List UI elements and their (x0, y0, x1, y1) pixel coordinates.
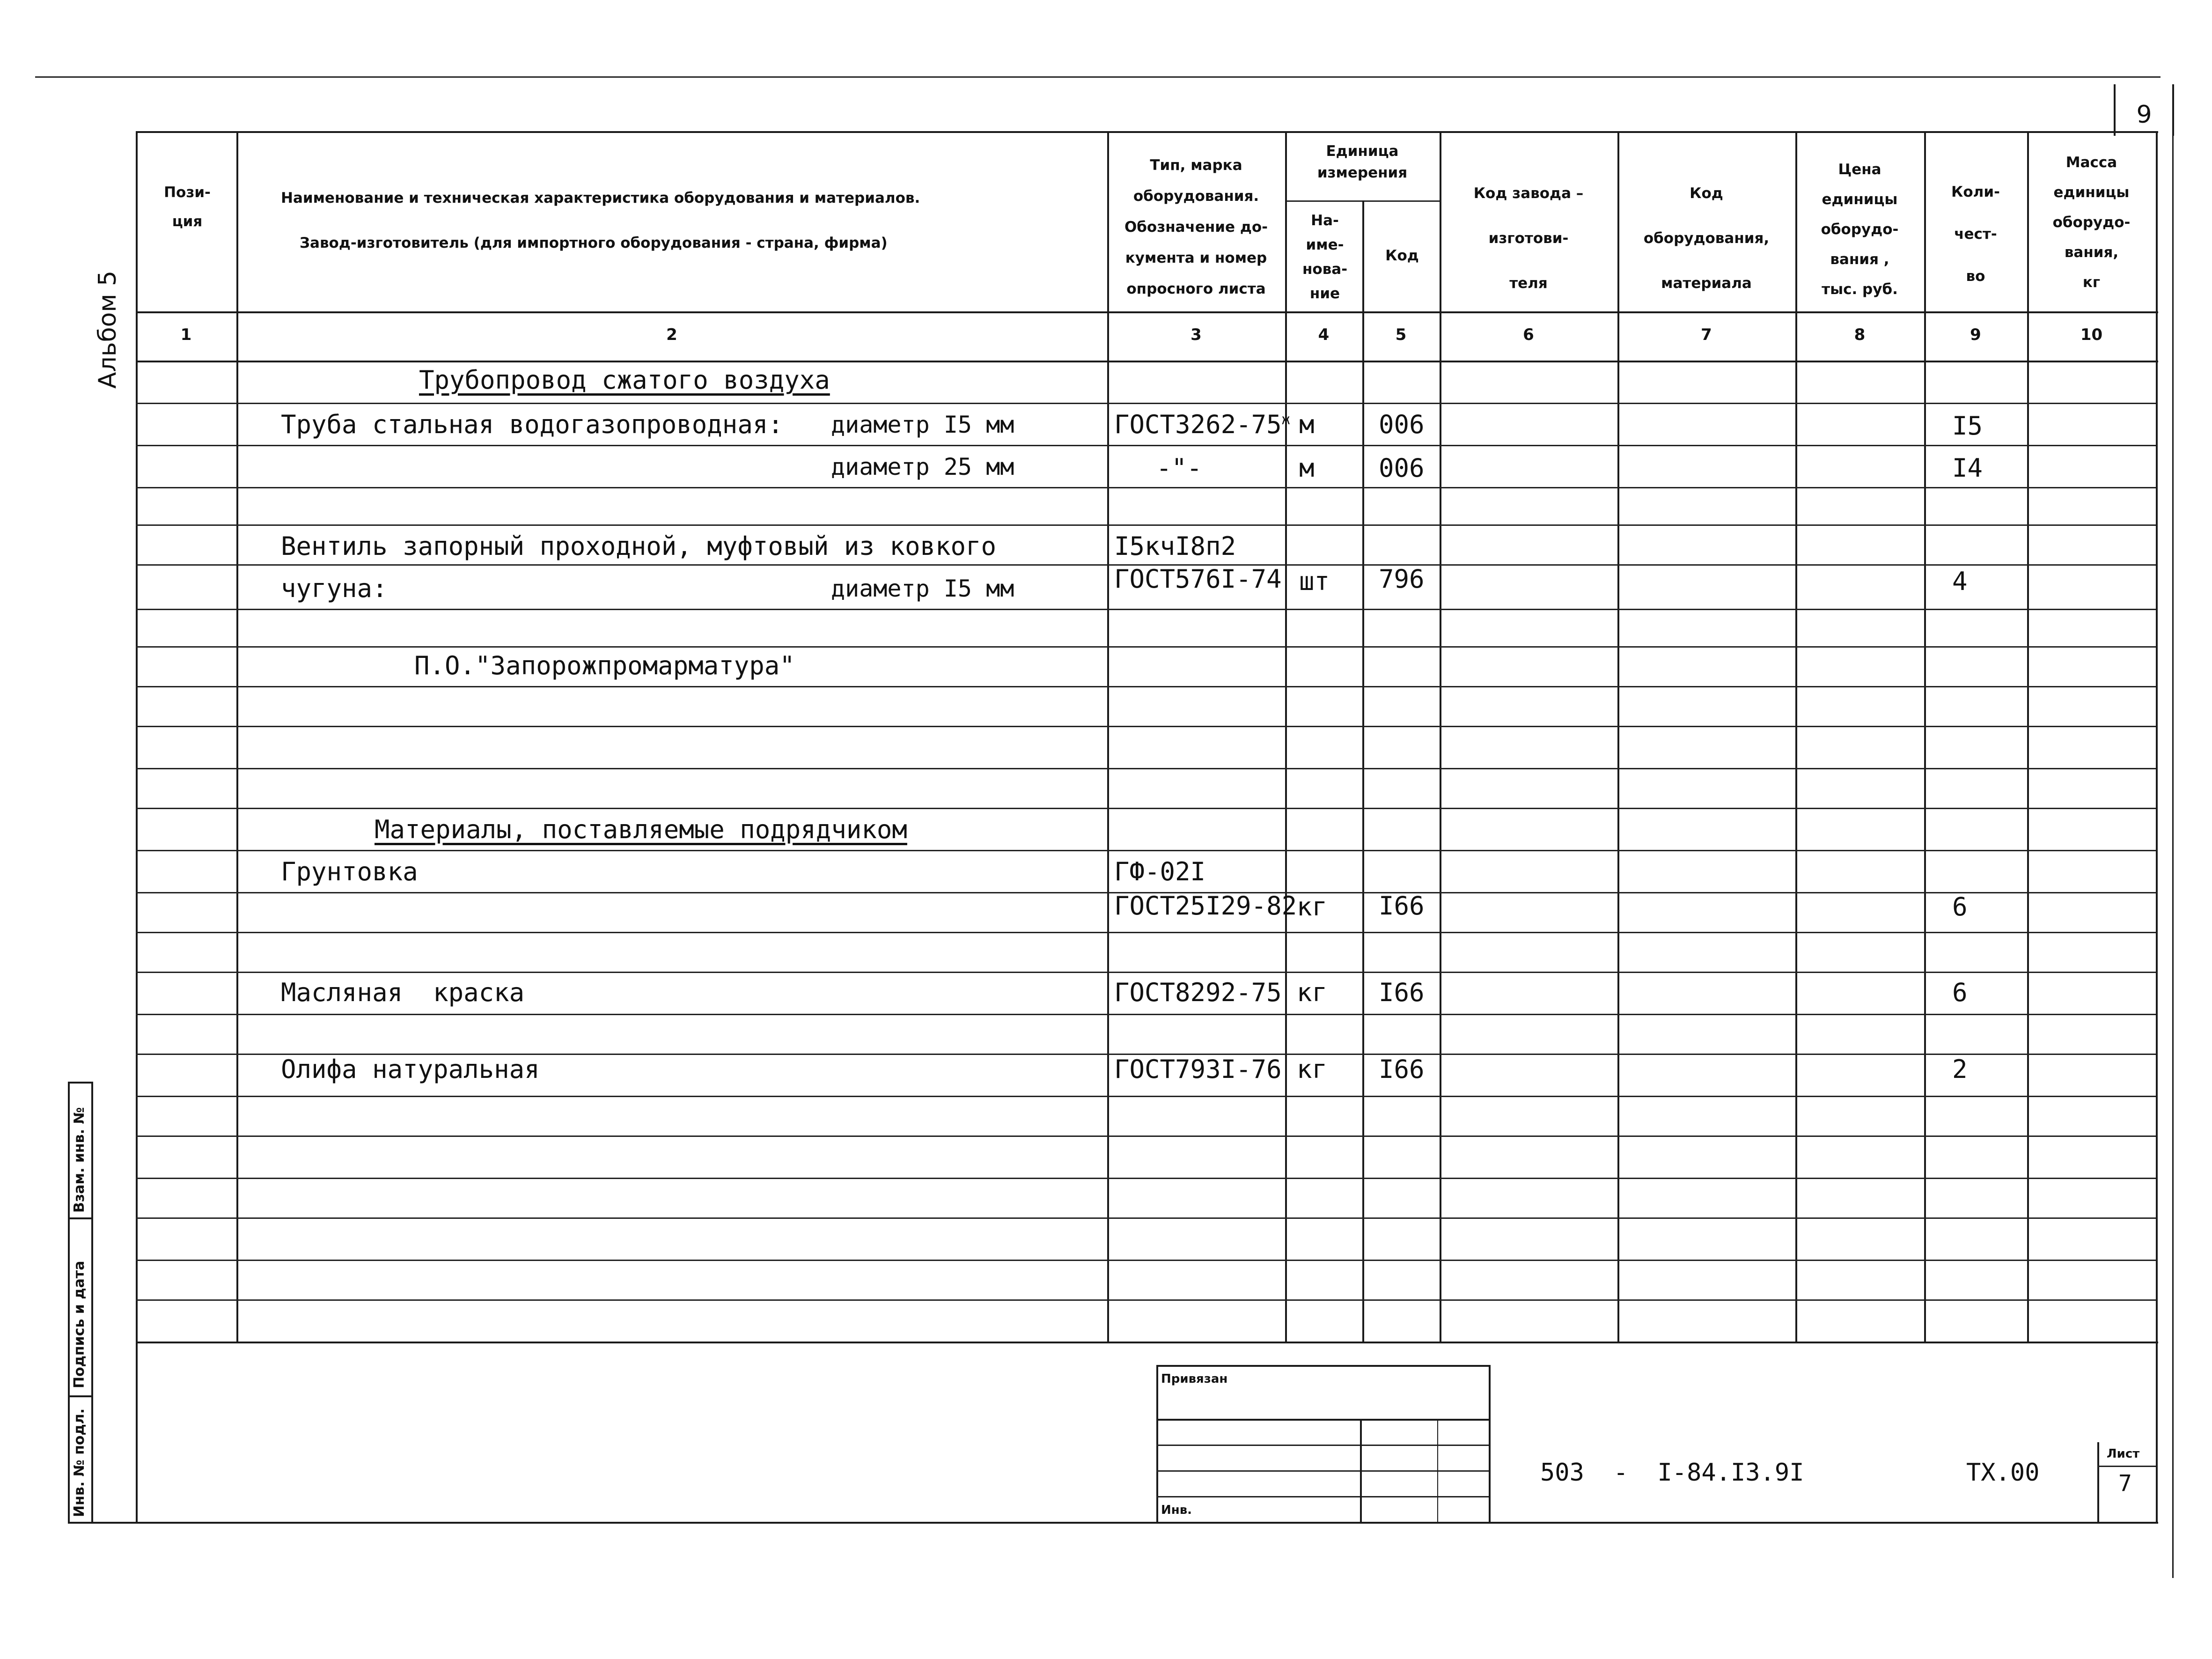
item-name: Грунтовка (281, 857, 418, 886)
header-mass: Масса единицы оборудо- вания, кг (2052, 154, 2131, 291)
item-code: I66 (1379, 1054, 1425, 1084)
item-unit: шт (1299, 567, 1330, 596)
document-code: 503 - I-84.I3.9I (1540, 1459, 1804, 1487)
page-number-box-left (2114, 84, 2116, 136)
item-unit: м (1299, 453, 1315, 483)
item-unit: кг (1297, 978, 1328, 1007)
item-qty: 4 (1952, 567, 1968, 596)
col-number: 9 (1970, 325, 1981, 344)
item-code: I66 (1379, 891, 1425, 921)
sheet-number: 7 (2118, 1470, 2132, 1497)
manufacturer: П.О."Запорожпромарматура" (414, 651, 795, 680)
item-code: 006 (1379, 453, 1425, 483)
top-margin-line (35, 76, 2161, 78)
col-number: 3 (1191, 325, 1202, 344)
item-doc: $ГОСТ3262-75^ж$ (1114, 410, 1290, 439)
header-unit-group: Единица измерения (1317, 143, 1408, 181)
item-doc: ГОСТ8292-75 (1114, 978, 1282, 1007)
item-size: диаметр 25 мм (831, 453, 1014, 480)
item-code: 006 (1379, 410, 1425, 439)
item-unit: м (1299, 410, 1315, 439)
item-doc: ГОСТ25I29-82 (1114, 891, 1297, 921)
section-title: Трубопровод сжатого воздуха (419, 365, 830, 395)
item-unit: кг (1297, 1054, 1328, 1084)
col-number: 10 (2080, 325, 2103, 344)
side-signature-date: Подпись и дата (71, 1261, 88, 1388)
item-name: чугуна: (281, 574, 388, 603)
item-name: Труба стальная водогазопроводная: (281, 410, 783, 439)
header-equipment-code: Код оборудования, материала (1643, 185, 1770, 292)
item-name: Масляная краска (281, 978, 525, 1007)
item-name: Вентиль запорный проходной, муфтовый из ковкого (281, 531, 997, 561)
right-edge-line (2172, 136, 2174, 1578)
item-qty: I4 (1952, 453, 1983, 483)
item-unit: кг (1297, 892, 1328, 922)
header-unit-name: На- име- нова- ние (1302, 212, 1348, 302)
item-qty: I5 (1952, 411, 1983, 441)
col-number: 7 (1701, 325, 1712, 344)
section-code: ТХ.00 (1966, 1459, 2040, 1487)
item-code: 796 (1379, 564, 1425, 594)
col-number: 1 (180, 325, 192, 344)
stamp-attached: Привязан (1161, 1372, 1228, 1386)
side-replace-inv: Взам. инв. № (71, 1107, 88, 1213)
item-size: диаметр I5 мм (831, 411, 1014, 438)
item-name: Олифа натуральная (281, 1054, 540, 1084)
col-number: 4 (1318, 325, 1330, 344)
header-name: Наименование и техническая характеристика оборудования и материалов. Завод-изготовитель (для импортного оборудования - страна, фирма) (281, 190, 920, 251)
item-size: диаметр I5 мм (831, 575, 1014, 602)
col-number: 8 (1854, 325, 1866, 344)
header-position: Пози- ция (164, 184, 211, 230)
header-price: Цена единицы оборудо- вания , тыс. руб. (1821, 161, 1899, 298)
item-qty: 6 (1952, 978, 1968, 1007)
item-doc: ГФ-02I (1114, 857, 1206, 886)
item-doc: ГОСТ793I-76 (1114, 1054, 1282, 1084)
stamp-inv: Инв. (1161, 1503, 1192, 1517)
header-factory-code: Код завода – изготови- теля (1473, 185, 1584, 292)
item-doc: ГОСТ576I-74 (1114, 564, 1282, 594)
item-qty: 6 (1952, 892, 1968, 922)
album-label: Альбом 5 (94, 270, 122, 389)
side-original-inv: Инв. № подл. (71, 1408, 88, 1517)
item-doc: I5кчI8п2 (1114, 531, 1236, 561)
page-number-box-right (2172, 84, 2174, 136)
item-doc: -"- (1156, 453, 1202, 483)
item-qty: 2 (1952, 1054, 1968, 1084)
col-number: 2 (666, 325, 677, 344)
header-unit-code: Код (1385, 247, 1419, 264)
page-number: 9 (2136, 101, 2152, 129)
item-code: I66 (1379, 978, 1425, 1007)
section-title: Материалы, поставляемые подрядчиком (375, 815, 907, 844)
header-type-mark: Тип, марка оборудования. Обозначение до- кумента и номер опросного листа (1124, 157, 1268, 297)
col-number: 6 (1523, 325, 1534, 344)
header-quantity: Коли- чест- во (1951, 184, 2000, 285)
sheet-label: Лист (2107, 1447, 2140, 1461)
col-number: 5 (1395, 325, 1407, 344)
